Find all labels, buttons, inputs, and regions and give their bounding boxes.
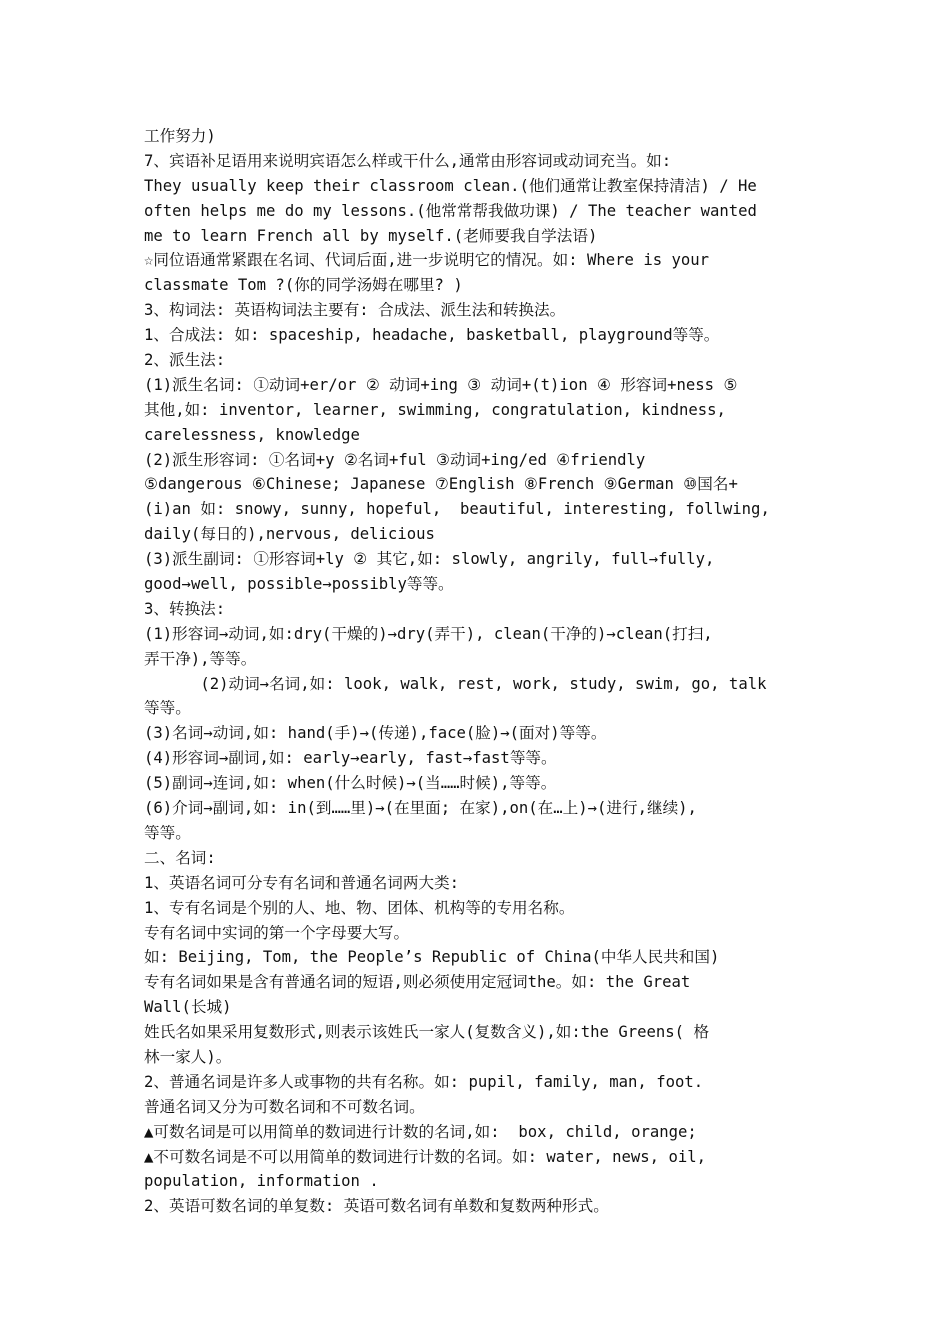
text-line: 1、合成法: 如: spaceship, headache, basketball, playground等等。 — [144, 326, 720, 345]
text-line: (3)名词→动词,如: hand(手)→(传递),face(脸)→(面对)等等。 — [144, 724, 607, 743]
text-line: (i)an 如: snowy, sunny, hopeful, beautiful, interesting, follwing, — [144, 500, 770, 519]
text-line: often helps me do my lessons.(他常常帮我做功课) / The teacher wanted — [144, 201, 757, 220]
text-line: ▲不可数名词是不可以用简单的数词进行计数的名词。如: water, news, oil, — [144, 1147, 707, 1166]
text-line: 其他,如: inventor, learner, swimming, congratulation, kindness, — [144, 400, 726, 419]
text-line: (3)派生副词: ①形容词+ly ② 其它,如: slowly, angrily, full→fully, — [144, 550, 715, 569]
text-line: 2、派生法: — [144, 351, 226, 370]
text-line: (4)形容词→副词,如: early→early, fast→fast等等。 — [144, 749, 557, 768]
text-line: 如: Beijing, Tom, the People’s Republic of China(中华人民共和国) — [144, 948, 720, 967]
text-line: 3、转换法: — [144, 599, 226, 618]
text-line: 1、专有名词是个别的人、地、物、团体、机构等的专用名称。 — [144, 898, 575, 917]
text-line: daily(每日的),nervous, delicious — [144, 525, 435, 544]
text-line: ☆同位语通常紧跟在名词、代词后面,进一步说明它的情况。如: Where is your — [144, 251, 710, 270]
text-line: population, information . — [144, 1172, 379, 1191]
text-line: ▲可数名词是可以用简单的数词进行计数的名词,如: box, child, orange; — [144, 1122, 697, 1141]
text-line: (6)介词→副词,如: in(到……里)→(在里面; 在家),on(在…上)→(进行,继续), — [144, 799, 697, 818]
text-line: 普通名词又分为可数名词和不可数名词。 — [144, 1097, 425, 1116]
text-line: good→well, possible→possibly等等。 — [144, 575, 454, 594]
text-line: 工作努力) — [144, 127, 216, 145]
text-line: They usually keep their classroom clean.(他们通常让教室保持清洁) / He — [144, 176, 757, 195]
text-line: 等等。 — [144, 699, 191, 718]
text-line: (1)派生名词: ①动词+er/or ② 动词+ing ③ 动词+(t)ion ④ 形容词+ness ⑤ — [144, 375, 738, 394]
section-heading: 二、名词: — [144, 848, 216, 867]
text-line: 专有名词如果是含有普通名词的短语,则必须使用定冠词the。如: the Great — [144, 973, 691, 992]
text-line: 弄干净),等等。 — [144, 649, 257, 668]
text-line: 等等。 — [144, 823, 191, 842]
text-line: carelessness, knowledge — [144, 425, 360, 444]
text-line: (1)形容词→动词,如:dry(干燥的)→dry(弄干), clean(干净的)→clean(打扫, — [144, 624, 713, 643]
text-line: (2)动词→名词,如: look, walk, rest, work, study, swim, go, talk — [144, 674, 767, 693]
text-line: 7、宾语补足语用来说明宾语怎么样或干什么,通常由形容词或动词充当。如: — [144, 151, 672, 170]
text-line: 2、普通名词是许多人或事物的共有名称。如: pupil, family, man, foot. — [144, 1072, 704, 1091]
text-line: 林一家人)。 — [144, 1047, 232, 1066]
text-line: 2、英语可数名词的单复数: 英语可数名词有单数和复数两种形式。 — [144, 1197, 609, 1216]
text-line: (5)副词→连词,如: when(什么时候)→(当……时候),等等。 — [144, 774, 557, 793]
text-line: 姓氏名如果采用复数形式,则表示该姓氏一家人(复数含义),如:the Greens( 格 — [144, 1023, 710, 1042]
document-body — [144, 124, 816, 1219]
text-line: me to learn French all by myself.(老师要我自学法语) — [144, 226, 598, 245]
text-line: 1、英语名词可分专有名词和普通名词两大类: — [144, 873, 460, 892]
text-line: 专有名词中实词的第一个字母要大写。 — [144, 923, 410, 942]
section-heading: 3、构词法: 英语构词法主要有: 合成法、派生法和转换法。 — [144, 301, 566, 320]
text-line: classmate Tom ?(你的同学汤姆在哪里? ) — [144, 276, 463, 295]
text-line: (2)派生形容词: ①名词+y ②名词+ful ③动词+ing/ed ④friendly — [144, 450, 646, 469]
text-line: ⑤dangerous ⑥Chinese; Japanese ⑦English ⑧French ⑨German ⑩国名+ — [144, 475, 738, 494]
text-line: Wall(长城) — [144, 998, 232, 1017]
